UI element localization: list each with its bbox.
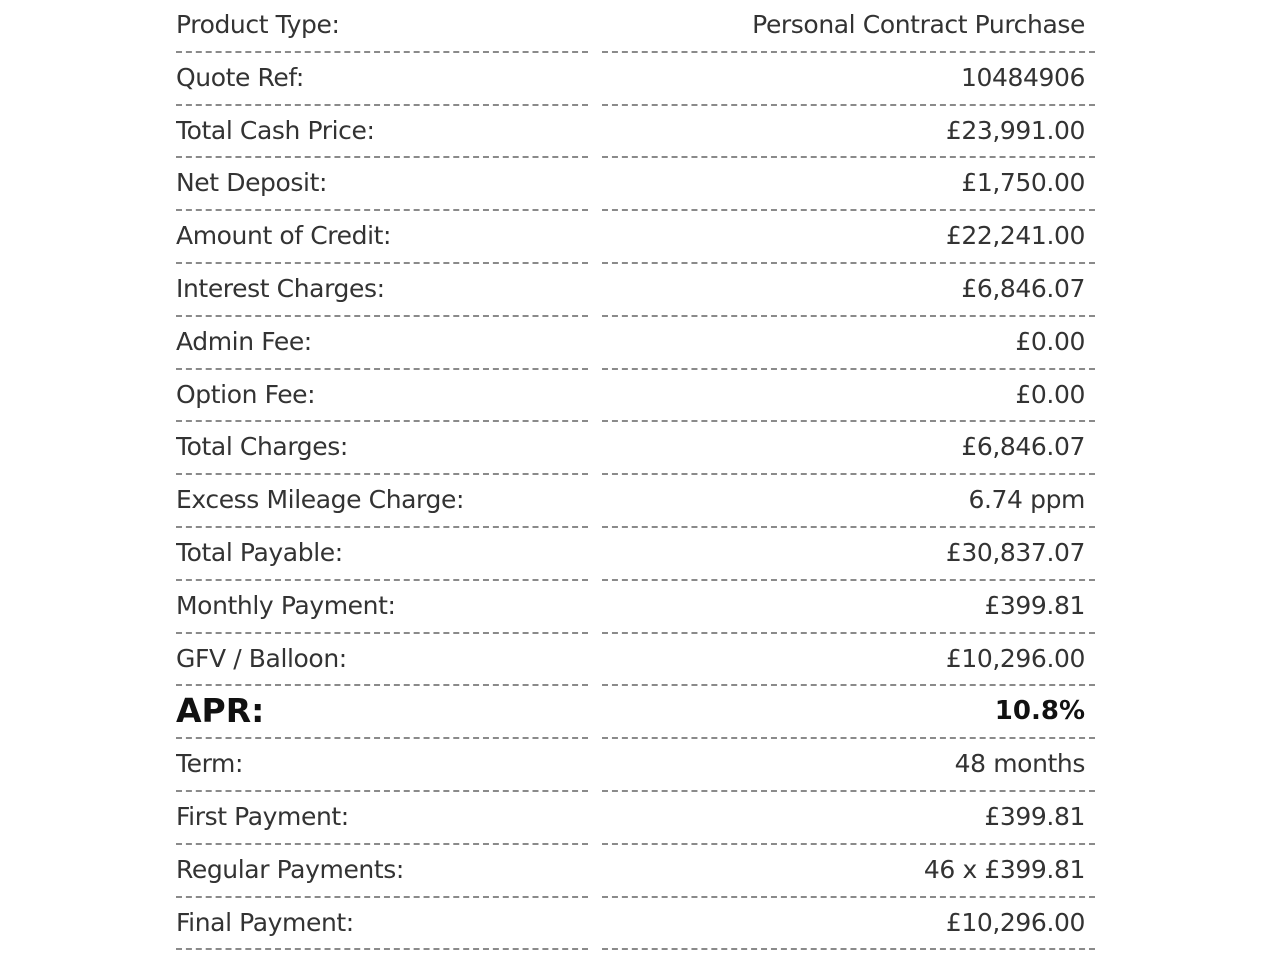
finance-details-table xyxy=(176,0,1095,950)
row-regular-payments xyxy=(176,845,1095,898)
label-regular-payments: Regular Payments: xyxy=(176,845,588,898)
row-first-payment xyxy=(176,792,1095,845)
value-gfv-balloon: £10,296.00 xyxy=(602,634,1095,687)
value-first-payment: £399.81 xyxy=(602,792,1095,845)
label-amount-of-credit: Amount of Credit: xyxy=(176,211,588,264)
label-option-fee: Option Fee: xyxy=(176,370,588,423)
label-monthly-payment: Monthly Payment: xyxy=(176,581,588,634)
value-final-payment: £10,296.00 xyxy=(602,898,1095,951)
row-monthly-payment xyxy=(176,581,1095,634)
value-total-payable: £30,837.07 xyxy=(602,528,1095,581)
value-quote-ref: 10484906 xyxy=(602,53,1095,106)
row-final-payment xyxy=(176,898,1095,951)
row-total-cash-price xyxy=(176,106,1095,159)
label-excess-mileage-charge: Excess Mileage Charge: xyxy=(176,475,588,528)
value-total-cash-price: £23,991.00 xyxy=(602,106,1095,159)
row-quote-ref xyxy=(176,53,1095,106)
value-monthly-payment: £399.81 xyxy=(602,581,1095,634)
row-total-payable xyxy=(176,528,1095,581)
row-excess-mileage-charge xyxy=(176,475,1095,528)
value-apr: 10.8% xyxy=(602,686,1095,739)
value-amount-of-credit: £22,241.00 xyxy=(602,211,1095,264)
label-net-deposit: Net Deposit: xyxy=(176,158,588,211)
label-first-payment: First Payment: xyxy=(176,792,588,845)
value-option-fee: £0.00 xyxy=(602,370,1095,423)
value-product-type: Personal Contract Purchase xyxy=(602,0,1095,53)
label-total-payable: Total Payable: xyxy=(176,528,588,581)
row-apr xyxy=(176,686,1095,739)
row-gfv-balloon xyxy=(176,634,1095,687)
value-interest-charges: £6,846.07 xyxy=(602,264,1095,317)
label-product-type: Product Type: xyxy=(176,0,588,53)
label-term: Term: xyxy=(176,739,588,792)
label-apr: APR: xyxy=(176,686,588,739)
label-interest-charges: Interest Charges: xyxy=(176,264,588,317)
value-admin-fee: £0.00 xyxy=(602,317,1095,370)
label-gfv-balloon: GFV / Balloon: xyxy=(176,634,588,687)
row-admin-fee xyxy=(176,317,1095,370)
label-total-charges: Total Charges: xyxy=(176,422,588,475)
label-quote-ref: Quote Ref: xyxy=(176,53,588,106)
value-term: 48 months xyxy=(602,739,1095,792)
row-option-fee xyxy=(176,370,1095,423)
row-interest-charges xyxy=(176,264,1095,317)
value-regular-payments: 46 x £399.81 xyxy=(602,845,1095,898)
row-product-type xyxy=(176,0,1095,53)
row-net-deposit xyxy=(176,158,1095,211)
label-final-payment: Final Payment: xyxy=(176,898,588,951)
row-total-charges xyxy=(176,422,1095,475)
value-total-charges: £6,846.07 xyxy=(602,422,1095,475)
row-amount-of-credit xyxy=(176,211,1095,264)
value-net-deposit: £1,750.00 xyxy=(602,158,1095,211)
label-total-cash-price: Total Cash Price: xyxy=(176,106,588,159)
label-admin-fee: Admin Fee: xyxy=(176,317,588,370)
row-term xyxy=(176,739,1095,792)
value-excess-mileage-charge: 6.74 ppm xyxy=(602,475,1095,528)
